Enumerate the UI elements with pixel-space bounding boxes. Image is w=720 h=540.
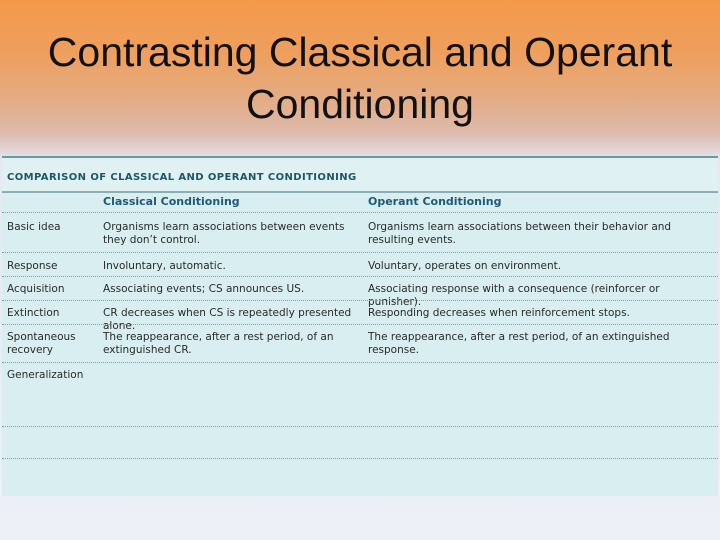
row-divider — [2, 300, 718, 301]
cell-acquisition-operant: Associating response with a consequence (reinforcer or punisher). — [368, 283, 660, 308]
cell-acquisition-classical: Associating events; CS announces US. — [103, 283, 305, 295]
row-divider — [2, 252, 718, 253]
comparison-table — [2, 156, 718, 496]
row-divider — [2, 324, 718, 325]
caption-divider — [2, 191, 718, 193]
table-caption-text: COMPARISON OF CLASSICAL AND OPERANT CONDITIONING — [7, 172, 357, 183]
row-label-generalization: Generalization — [7, 369, 84, 381]
row-divider — [2, 426, 718, 427]
slide-title-line-2: Conditioning — [246, 81, 474, 127]
cell-spontaneous-recovery-classical: The reappearance, after a rest period, of an extinguished CR. — [103, 331, 334, 356]
row-divider — [2, 276, 718, 277]
cell-spontaneous-recovery-operant: The reappearance, after a rest period, of an extinguished response. — [368, 331, 670, 356]
row-label-response: Response — [7, 260, 58, 272]
row-label-spontaneous-recovery: Spontaneous recovery — [7, 331, 76, 356]
cell-basic-idea-classical: Organisms learn associations between events they don’t control. — [103, 221, 345, 246]
column-header-classical: Classical Conditioning — [103, 195, 240, 208]
slide-title-line-1: Contrasting Classical and Operant — [47, 29, 673, 75]
cell-response-operant: Voluntary, operates on environment. — [368, 260, 562, 272]
slide-title — [0, 26, 720, 130]
column-header-operant: Operant Conditioning — [368, 195, 502, 208]
cell-extinction-operant: Responding decreases when reinforcement stops. — [368, 307, 630, 319]
cell-basic-idea-operant: Organisms learn associations between their behavior and resulting events. — [368, 221, 672, 246]
row-label-extinction: Extinction — [7, 307, 60, 319]
cell-response-classical: Involuntary, automatic. — [103, 260, 226, 272]
row-divider — [2, 212, 718, 213]
table-caption — [7, 172, 357, 183]
row-divider — [2, 458, 718, 459]
cell-extinction-classical: CR decreases when CS is repeatedly presented alone. — [103, 307, 352, 332]
row-label-acquisition: Acquisition — [7, 283, 65, 295]
row-divider — [2, 362, 718, 363]
row-label-basic-idea: Basic idea — [7, 221, 61, 233]
